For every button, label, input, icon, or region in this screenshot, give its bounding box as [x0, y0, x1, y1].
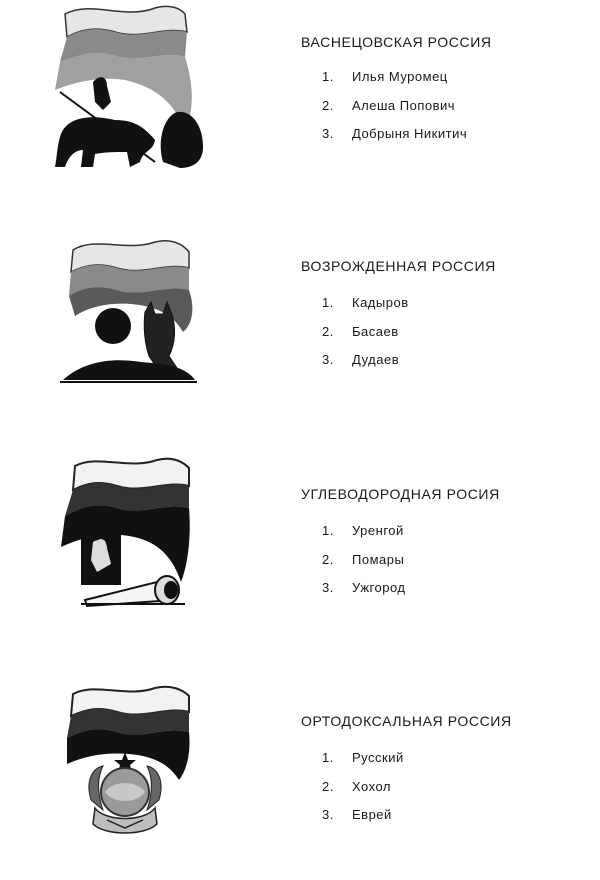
section-title: ВОЗРОЖДЕННАЯ РОССИЯ — [301, 258, 496, 274]
section-vasnetsov: ВАСНЕЦОВСКАЯ РОССИЯ 1. Илья Муромец 2. Алеша Попович 3. Добрыня Никитич — [0, 2, 600, 202]
section-hydrocarbon: УГЛЕВОДОРОДНАЯ РОСИЯ 1. Уренгой 2. Помары 3. Ужгород — [0, 452, 600, 652]
flag-with-pipe-and-portrait-icon — [45, 452, 215, 627]
section-revival: ВОЗРОЖДЕННАЯ РОССИЯ 1. Кадыров 2. Басаев 3. Дудаев — [0, 232, 600, 432]
section-title: УГЛЕВОДОРОДНАЯ РОСИЯ — [301, 486, 500, 502]
section-orthodox: ОРТОДОКСАЛЬНАЯ РОССИЯ 1. Русский 2. Хохол 3. Еврей — [0, 680, 600, 880]
flag-with-wolf-and-moon-icon — [45, 232, 215, 407]
flag-with-soviet-emblem-icon — [45, 680, 215, 855]
section-title: ВАСНЕЦОВСКАЯ РОССИЯ — [301, 34, 492, 50]
section-title: ОРТОДОКСАЛЬНАЯ РОССИЯ — [301, 713, 512, 729]
flag-with-bear-and-knight-icon — [45, 2, 215, 177]
